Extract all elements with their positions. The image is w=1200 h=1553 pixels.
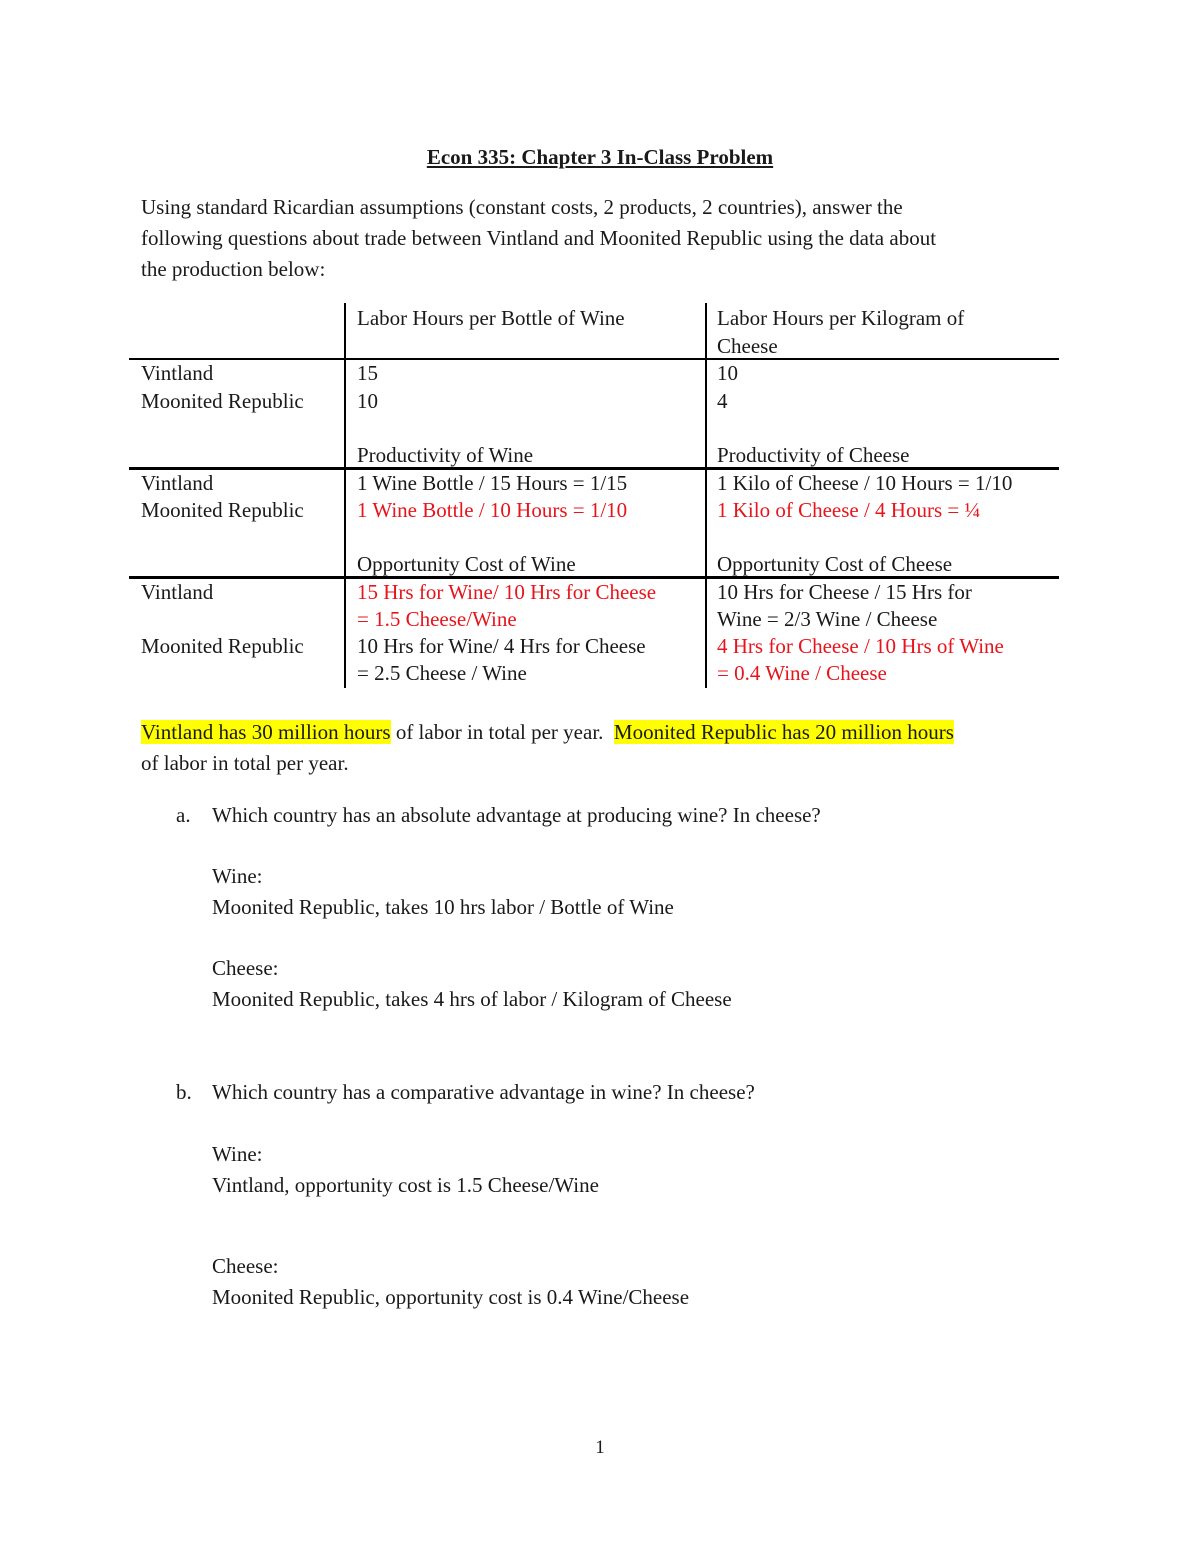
table-cell: = 1.5 Cheese/Wine xyxy=(357,607,517,631)
table-rule xyxy=(129,358,1059,360)
question-text: Which country has a comparative advantage in wine? In cheese? xyxy=(212,1080,755,1104)
table-cell: Wine = 2/3 Wine / Cheese xyxy=(717,607,938,631)
table-cell: 1 Wine Bottle / 15 Hours = 1/15 xyxy=(357,471,628,495)
intro-line: the production below: xyxy=(141,257,326,281)
header-cheese: Cheese xyxy=(717,334,778,358)
answer-text: Vintland, opportunity cost is 1.5 Cheese/Wine xyxy=(212,1173,599,1197)
table-cell: 1 Kilo of Cheese / 10 Hours = 1/10 xyxy=(717,471,1013,495)
header-cheese: Labor Hours per Kilogram of xyxy=(717,306,965,330)
production-table xyxy=(129,303,1059,688)
header-wine: Labor Hours per Bottle of Wine xyxy=(357,306,625,330)
labor-text: of labor in total per year. xyxy=(141,751,349,775)
country-label: Moonited Republic xyxy=(141,634,304,658)
table-cell: 15 Hrs for Wine/ 10 Hrs for Cheese xyxy=(357,580,657,604)
country-label: Moonited Republic xyxy=(141,389,304,413)
answer-text: Moonited Republic, opportunity cost is 0.4 Wine/Cheese xyxy=(212,1285,690,1309)
labor-text: of labor in total per year. xyxy=(390,720,614,744)
highlighted-text: Moonited Republic has 20 million hours xyxy=(613,720,954,744)
page-title: Econ 335: Chapter 3 In-Class Problem xyxy=(426,145,774,169)
table-cell: 10 Hrs for Cheese / 15 Hrs for xyxy=(717,580,972,604)
question-marker: b. xyxy=(176,1080,192,1104)
section-label: Opportunity Cost of Cheese xyxy=(717,552,953,576)
question-text: Which country has an absolute advantage at producing wine? In cheese? xyxy=(212,803,821,827)
table-cell: 4 xyxy=(717,389,728,413)
table-cell: 15 xyxy=(357,361,378,385)
labor-statement xyxy=(141,717,1081,779)
section-label: Productivity of Cheese xyxy=(717,443,910,467)
answer-text: Moonited Republic, takes 4 hrs of labor / Kilogram of Cheese xyxy=(212,987,732,1011)
section-label: Productivity of Wine xyxy=(357,443,534,467)
table-cell: 10 xyxy=(717,361,738,385)
table-cell: 4 Hrs for Cheese / 10 Hrs of Wine xyxy=(717,634,1004,658)
table-divider xyxy=(344,303,346,688)
answer-text: Moonited Republic, takes 10 hrs labor / Bottle of Wine xyxy=(212,895,674,919)
answer-label: Cheese: xyxy=(212,1254,279,1278)
country-label: Vintland xyxy=(141,471,214,495)
intro-line: Using standard Ricardian assumptions (constant costs, 2 products, 2 countries), answer the xyxy=(141,195,903,219)
country-label: Vintland xyxy=(141,580,214,604)
table-cell: 10 Hrs for Wine/ 4 Hrs for Cheese xyxy=(357,634,646,658)
table-cell: = 0.4 Wine / Cheese xyxy=(717,661,887,685)
country-label: Vintland xyxy=(141,361,214,385)
highlighted-text: Vintland has 30 million hours xyxy=(141,720,391,744)
answer-label: Cheese: xyxy=(212,956,279,980)
table-divider xyxy=(705,303,707,688)
answer-label: Wine: xyxy=(212,864,263,888)
table-cell: 1 Kilo of Cheese / 4 Hours = ¼ xyxy=(717,498,981,522)
intro-line: following questions about trade between Vintland and Moonited Republic using the data about xyxy=(141,226,937,250)
question-marker: a. xyxy=(176,803,191,827)
section-label: Opportunity Cost of Wine xyxy=(357,552,576,576)
table-cell: 10 xyxy=(357,389,378,413)
table-cell: 1 Wine Bottle / 10 Hours = 1/10 xyxy=(357,498,628,522)
answer-label: Wine: xyxy=(212,1142,263,1166)
country-label: Moonited Republic xyxy=(141,498,304,522)
table-cell: = 2.5 Cheese / Wine xyxy=(357,661,527,685)
page-number: 1 xyxy=(595,1437,605,1458)
intro-paragraph xyxy=(141,192,1061,285)
